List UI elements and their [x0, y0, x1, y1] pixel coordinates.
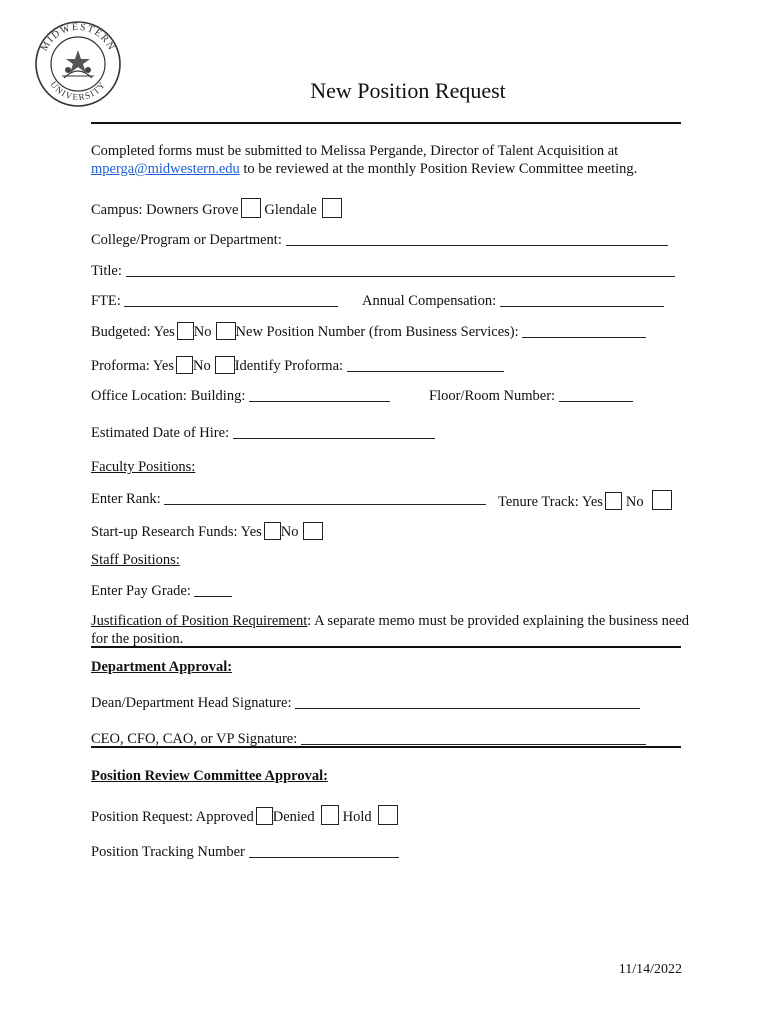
denied-checkbox[interactable]: [321, 805, 339, 825]
college-label: College/Program or Department:: [91, 232, 282, 248]
faculty-heading: Faculty Positions:: [91, 459, 196, 475]
floor-room-row: [429, 387, 633, 405]
tenure-yes-checkbox[interactable]: [605, 492, 622, 510]
denied-label: Denied: [272, 809, 315, 825]
glendale-label: Glendale: [264, 202, 317, 218]
campus-row: [91, 198, 342, 219]
fte-label: FTE:: [91, 293, 121, 309]
new-position-input[interactable]: [522, 323, 646, 338]
proforma-row: [91, 356, 504, 375]
tenure-row: [498, 490, 672, 511]
college-row: [91, 231, 668, 249]
intro-line-1: Completed forms must be submitted to Melissa Pergande, Director of Talent Acquisition at: [91, 143, 619, 159]
rank-label: Enter Rank:: [91, 491, 161, 507]
glendale-checkbox[interactable]: [322, 198, 342, 218]
svg-text:UNIVERSITY: UNIVERSITY: [48, 79, 108, 103]
est-hire-row: [91, 424, 435, 442]
annual-comp-label: Annual Compensation:: [362, 293, 497, 309]
budgeted-no-label: No: [193, 324, 212, 340]
tenure-label: Tenure Track: Yes: [498, 494, 603, 510]
tracking-row: [91, 843, 399, 861]
budgeted-row: [91, 322, 646, 341]
intro-line-2: [91, 161, 637, 178]
startup-yes-checkbox[interactable]: [264, 522, 281, 540]
pay-grade-input[interactable]: [194, 582, 232, 597]
annual-comp-row: [362, 292, 664, 310]
budgeted-yes-checkbox[interactable]: [177, 322, 194, 340]
justification-text: : A separate memo must be provided explaining the business need for the position.: [91, 613, 690, 647]
page-title: New Position Request: [310, 78, 506, 103]
title-divider: [91, 122, 681, 124]
rank-input[interactable]: [164, 490, 486, 505]
ceo-signature-input[interactable]: [301, 730, 646, 745]
tenure-no-label: No: [625, 494, 644, 510]
fte-input[interactable]: [124, 292, 338, 307]
intro-line-2-rest: to be reviewed at the monthly Position Review Committee meeting.: [239, 161, 638, 177]
request-label: Position Request: Approved: [91, 809, 254, 825]
justification-heading: Justification of Position Requirement: [91, 613, 308, 629]
approved-checkbox[interactable]: [256, 807, 273, 825]
new-position-label: New Position Number (from Business Services):: [235, 324, 519, 340]
svg-text:MIDWESTERN: MIDWESTERN: [38, 21, 118, 54]
campus-label: Campus: Downers Grove: [91, 202, 239, 218]
startup-label: Start-up Research Funds: Yes: [91, 524, 262, 540]
staff-heading: Staff Positions:: [91, 552, 180, 568]
startup-row: [91, 522, 323, 541]
proforma-no-label: No: [192, 358, 211, 374]
downers-grove-checkbox[interactable]: [241, 198, 261, 218]
department-approval-heading: Department Approval:: [91, 659, 233, 675]
tracking-input[interactable]: [249, 843, 399, 858]
proforma-yes-checkbox[interactable]: [176, 356, 193, 374]
startup-no-label: No: [280, 524, 299, 540]
justification-divider: [91, 646, 681, 648]
title-label: Title:: [91, 263, 122, 279]
ceo-label: CEO, CFO, CAO, or VP Signature:: [91, 731, 298, 747]
committee-approval-heading: Position Review Committee Approval:: [91, 768, 328, 784]
startup-no-checkbox[interactable]: [303, 522, 323, 540]
est-hire-input[interactable]: [233, 424, 435, 439]
floor-room-input[interactable]: [559, 387, 633, 402]
proforma-no-checkbox[interactable]: [215, 356, 235, 374]
budgeted-no-checkbox[interactable]: [216, 322, 236, 340]
footer-date: 11/14/2022: [618, 962, 682, 977]
office-building-label: Office Location: Building:: [91, 388, 246, 404]
office-building-input[interactable]: [249, 387, 390, 402]
title-row: [91, 262, 675, 280]
identify-proforma-input[interactable]: [347, 357, 504, 372]
annual-comp-input[interactable]: [500, 292, 664, 307]
est-hire-label: Estimated Date of Hire:: [91, 425, 230, 441]
dean-label: Dean/Department Head Signature:: [91, 695, 292, 711]
floor-room-label: Floor/Room Number:: [429, 388, 556, 404]
dean-signature-input[interactable]: [295, 694, 640, 709]
college-input[interactable]: [286, 231, 668, 246]
request-row: [91, 805, 398, 826]
fte-row: [91, 292, 338, 310]
dean-row: [91, 694, 640, 712]
pay-grade-row: [91, 582, 232, 600]
justification-paragraph: [91, 612, 691, 648]
tenure-no-checkbox[interactable]: [652, 490, 672, 510]
hold-checkbox[interactable]: [378, 805, 398, 825]
title-input[interactable]: [126, 262, 675, 277]
rank-row: [91, 490, 486, 508]
tracking-label: Position Tracking Number: [91, 844, 245, 860]
email-link[interactable]: mperga@midwestern.edu: [91, 161, 240, 177]
approval-divider: [91, 746, 681, 748]
hold-label: Hold: [342, 809, 372, 825]
proforma-label: Proforma: Yes: [91, 358, 174, 374]
office-row: [91, 387, 390, 405]
pay-grade-label: Enter Pay Grade:: [91, 583, 191, 599]
budgeted-label: Budgeted: Yes: [91, 324, 175, 340]
identify-proforma-label: Identify Proforma:: [234, 358, 344, 374]
